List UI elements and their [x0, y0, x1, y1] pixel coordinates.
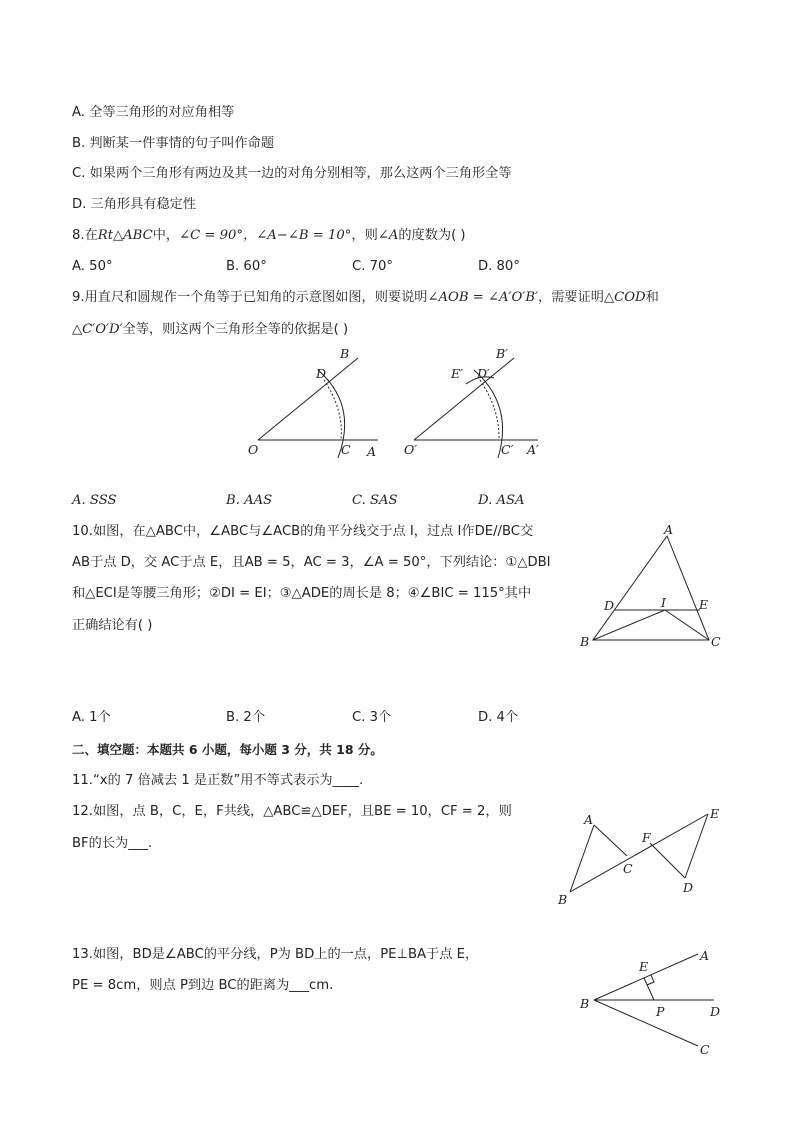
fig-label-d: D — [683, 880, 694, 895]
q13-stem-line2: PE = 8cm，则点 P到边 BC的距离为___cm. — [72, 978, 334, 993]
fig-label-b-prime: B′ — [496, 346, 509, 361]
fig-label-o: O — [248, 442, 259, 457]
fig-label-d-prime: D′ — [477, 366, 490, 381]
q8-option-a: A. 50° — [72, 259, 113, 274]
q8-stem-text: 8.在 — [72, 228, 98, 243]
q13-stem-line1: 13.如图，BD是∠ABC的平分线，P为 BD上的一点，PE⊥BA于点 E， — [72, 947, 479, 962]
fig-label-a-prime: A′ — [527, 442, 539, 457]
q12-figure — [550, 800, 730, 910]
section-heading: 二、填空题：本题共 6 小题，每小题 3 分，共 18 分。 — [72, 742, 383, 757]
q7-option-b: B. 判断某一件事情的句子叫作命题 — [72, 136, 275, 151]
q8-stem-math: Rt△ABC — [97, 228, 153, 243]
q7-option-c: C. 如果两个三角形有两边及其一边的对角分别相等，那么这两个三角形全等 — [72, 166, 512, 181]
q8-stem-text: 的度数为( ) — [398, 228, 466, 243]
q10-option-c: C. 3个 — [352, 710, 392, 725]
fig-label-o-prime: O′ — [404, 442, 418, 457]
q10-stem-line2: AB于点 D，交 AC于点 E，且AB = 5，AC = 3，∠A = 50°，下列结论：①△DBI — [72, 555, 551, 570]
q9-option-d: D. ASA — [478, 493, 525, 508]
fig-label-c: C — [700, 1042, 710, 1057]
fig-label-p: P — [656, 1004, 665, 1019]
q9-option-c: C. SAS — [352, 493, 398, 508]
fig-label-b: B — [580, 634, 590, 649]
q9-text: 和 — [645, 290, 659, 305]
q10-option-a: A. 1个 — [72, 710, 111, 725]
q8-option-b: B. 60° — [226, 259, 267, 274]
q9-math: △COD — [603, 290, 646, 305]
q8-option-d: D. 80° — [478, 259, 520, 274]
fig-label-b: B — [558, 892, 568, 907]
fig-label-d: D — [316, 366, 327, 381]
fig-label-b: B — [340, 346, 350, 361]
q10-stem-line3: 和△ECI是等腰三角形；②DI = EI；③△ADE的周长是 8；④∠BIC = 115°其中 — [72, 586, 532, 601]
fig-label-a: A — [664, 522, 674, 537]
fig-label-b: B — [580, 996, 590, 1011]
q10-stem-line4: 正确结论有( ) — [72, 618, 153, 633]
fig-label-d: D — [710, 1004, 721, 1019]
q9-figure-left — [240, 340, 390, 465]
fig-label-c: C — [623, 861, 633, 876]
q9-stem-line2 — [72, 321, 348, 339]
q8-option-c: C. 70° — [352, 259, 393, 274]
q9-text: ，需要证明 — [538, 290, 604, 305]
q8-stem-math: ∠A — [377, 228, 399, 243]
q8-stem-text: 中， — [152, 228, 180, 243]
q11-stem: 11.“x的 7 倍减去 1 是正数”用不等式表示为____. — [72, 773, 364, 788]
fig-label-c: C — [711, 634, 721, 649]
fig-label-f: F — [642, 830, 651, 845]
q10-figure — [575, 518, 735, 653]
fig-label-a: A — [584, 812, 594, 827]
q7-option-d: D. 三角形具有稳定性 — [72, 197, 197, 212]
fig-label-e-prime: E′ — [451, 366, 463, 381]
q10-stem-line1: 10.如图，在△ABC中，∠ABC与∠ACB的角平分线交于点 I，过点 I作DE//BC交 — [72, 524, 534, 539]
q9-option-b: B. AAS — [226, 493, 273, 508]
fig-label-e: E — [710, 806, 720, 821]
fig-label-c-prime: C′ — [501, 442, 514, 457]
fig-label-a: A — [700, 948, 710, 963]
fig-label-e: E — [639, 959, 649, 974]
q9-text: 9.用直尺和圆规作一个角等于已知角的示意图如图，则要说明 — [72, 290, 428, 305]
q9-option-a: A. SSS — [72, 493, 117, 508]
q13-figure — [570, 940, 740, 1060]
q8-stem-text: ，则 — [351, 228, 378, 243]
q9-text: 全等，则这两个三角形全等的依据是( ) — [122, 322, 349, 337]
fig-label-e: E — [699, 597, 709, 612]
q10-option-d: D. 4个 — [478, 710, 519, 725]
q9-stem-line1 — [72, 289, 659, 307]
fig-label-a: A — [367, 444, 377, 459]
q10-option-b: B. 2个 — [226, 710, 266, 725]
q8-stem-math: ∠C = 90°，∠A−∠B = 10° — [179, 228, 352, 243]
fig-label-i: I — [661, 595, 666, 610]
q7-option-a: A. 全等三角形的对应角相等 — [72, 105, 235, 120]
fig-label-d: D — [604, 598, 615, 613]
q12-stem-line2: BF的长为___. — [72, 836, 153, 851]
q9-math: △C′O′D′ — [72, 322, 123, 337]
q9-math: ∠AOB = ∠A′O′B′ — [427, 290, 539, 305]
q8-stem — [72, 227, 466, 245]
q12-stem-line1: 12.如图，点 B，C，E，F共线，△ABC≌△DEF，且BE = 10，CF = 2，则 — [72, 804, 512, 819]
fig-label-c: C — [341, 442, 351, 457]
q9-figure-right — [400, 340, 555, 465]
